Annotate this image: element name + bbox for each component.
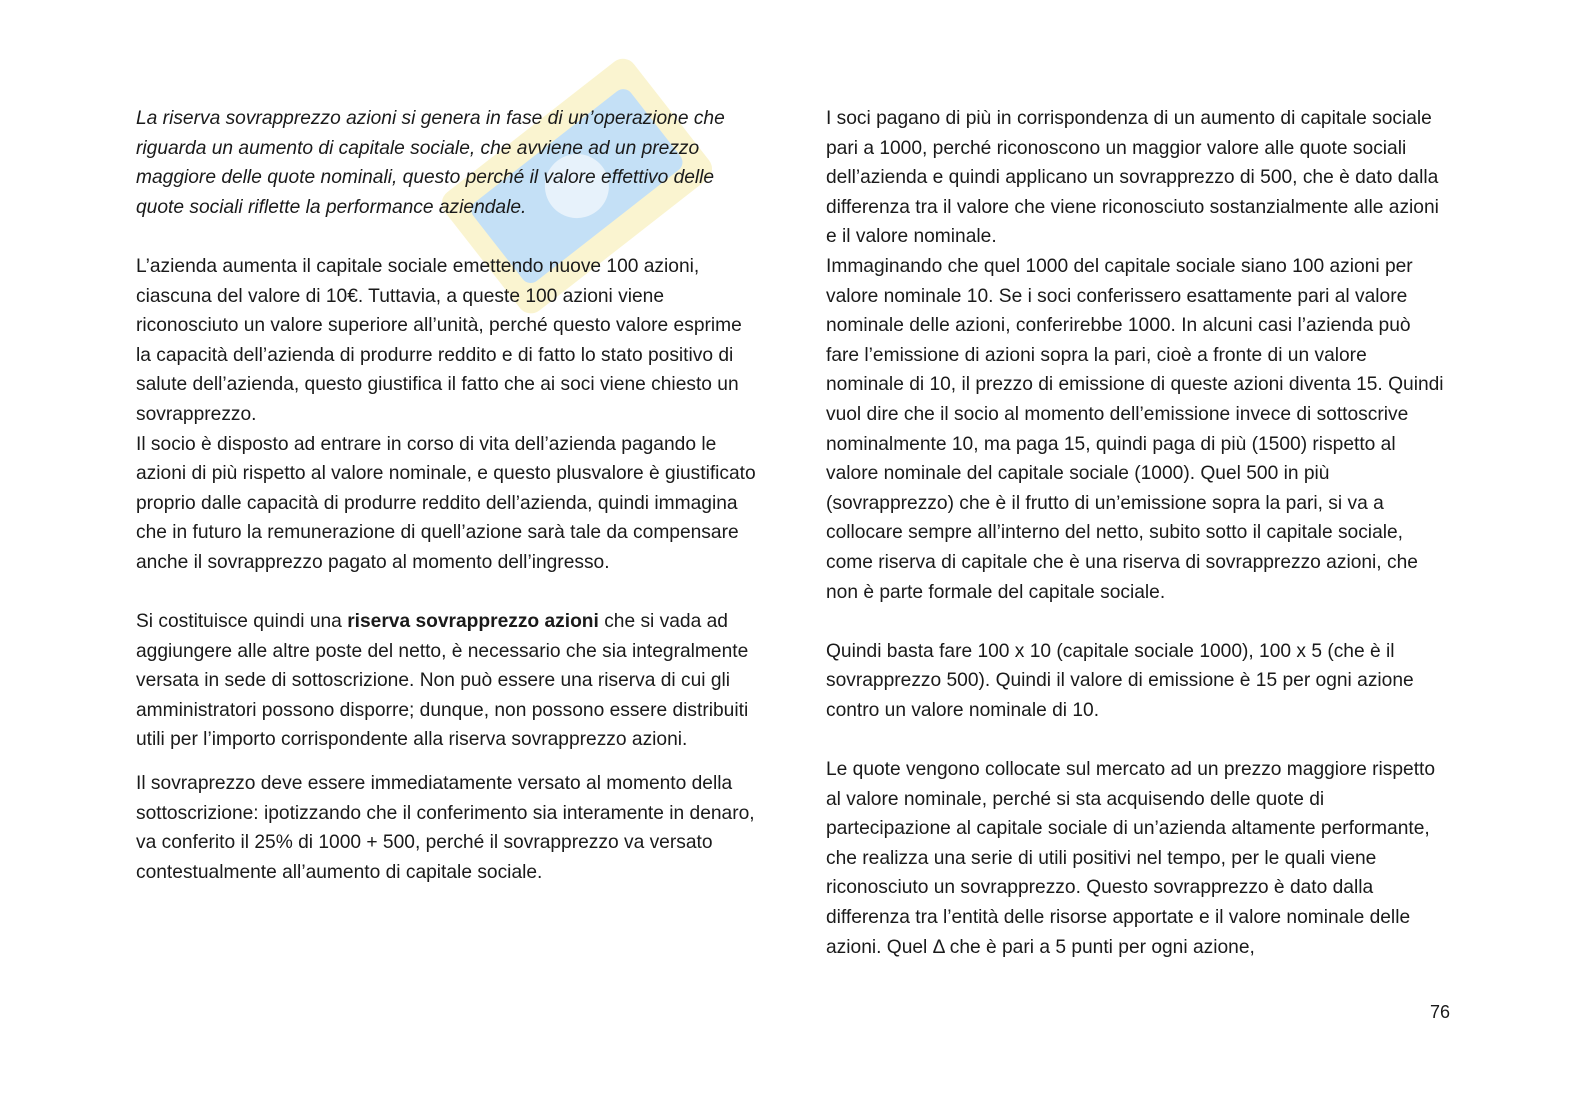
page-number: 76 [1429, 1002, 1450, 1022]
intro-period: . [521, 196, 527, 218]
paragraph-socio-disposto: Il socio è disposto ad entrare in corso di vita dell’azienda pagando le azioni di più rispetto al valore nominale, e questo plusvalore è giustificato proprio dalle capacità di produrre reddito dell’azienda, quindi immagina che in futuro la remunerazione di quell’azione sarà tale da compensare anche il sovrapprezzo pagato al momento dell’ingresso. [136, 433, 756, 573]
intro-italic-text: La riserva sovrapprezzo azioni si genera in fase di un’operazione che riguarda un aumento di capitale sociale, che avviene ad un prezzo maggiore delle quote nominali, questo perché il valore effettivo delle quote sociali riflette la performance aziendale [136, 108, 725, 218]
paragraph-calcolo: Quindi basta fare 100 x 10 (capitale sociale 1000), 100 x 5 (che è il sovrapprezzo 500). Quindi il valore di emissione è 15 per ogni azione contro un valore nominale di 10. [826, 640, 1414, 721]
paragraph-aumento-capitale: L’azienda aumenta il capitale sociale emettendo nuove 100 azioni, ciascuna del valore di 10€. Tuttavia, a queste 100 azioni viene riconosciuto un valore superiore all’unità, perché questo valore esprime la capacità dell’azienda di produrre reddito e di fatto lo stato positivo di salute dell’azienda, questo giustifica il fatto che ai soci viene chiesto un sovrapprezzo. [136, 255, 742, 425]
riserva-text-start: Si costituisce quindi una [136, 611, 348, 633]
paragraph-riserva [136, 607, 760, 755]
riserva-bold-term: riserva sovrapprezzo azioni [347, 611, 599, 633]
paragraph-soci-pagano: I soci pagano di più in corrispondenza di un aumento di capitale sociale pari a 1000, perché riconoscono un maggior valore alle quote sociali dell’azienda e quindi applicano un sovrapprezzo di 500, che è dato dalla differenza tra il valore che viene riconosciuto sostanzialmente alle azioni e il valore nominale. [826, 108, 1439, 248]
paragraph-quote-mercato: Le quote vengono collocate sul mercato ad un prezzo maggiore rispetto al valore nominale, perché si sta acquisendo delle quote di partecipazione al capitale sociale di un’azienda altamente performante, che realizza una serie di utili positivi nel tempo, per le quali viene riconosciuto un sovrapprezzo. Questo sovrapprezzo è dato dalla differenza tra l’entità delle risorse apportate e il valore nominale delle azioni. Quel Δ che è pari a 5 punti per ogni azione, [826, 759, 1436, 958]
paragraph-immaginando: Immaginando che quel 1000 del capitale sociale siano 100 azioni per valore nominale 10. Se i soci conferissero esattamente pari al valore nominale delle azioni, conferirebbe 1000. In alcuni casi l’azienda può fare l’emissione di azioni sopra la pari, cioè a fronte di un valore nominale di 10, il prezzo di emissione di queste azioni diventa 15. Quindi vuol dire che il socio al momento dell’emissione invece di sottoscrive nominalmente 10, ma paga 15, quindi paga di più (1500) rispetto al valore nominale del capitale sociale (1000). Quel 500 in più (sovrapprezzo) che è il frutto di un’emissione sopra la pari, si va a collocare sempre all’interno del netto, subito sotto il capitale sociale, come riserva di capitale che è una riserva di sovrapprezzo azioni, che non è parte formale del capitale sociale. [826, 255, 1444, 603]
left-column [136, 104, 760, 887]
intro-paragraph [136, 104, 760, 222]
paragraph-sovraprezzo-versato: Il sovraprezzo deve essere immediatamente versato al momento della sottoscrizione: ipotizzando che il conferimento sia interamente in denaro, va conferito il 25% di 1000 + 500, perché il sovrapprezzo va versato contestualmente all’aumento di capitale sociale. [136, 773, 755, 883]
right-column [826, 104, 1448, 962]
riserva-text-end: che si vada ad aggiungere alle altre poste del netto, è necessario che sia integralmente versata in sede di sottoscrizione. Non può essere una riserva di cui gli amministratori possono disporre; dunque, non possono essere distribuiti utili per l’importo corrispondente alla riserva sovrapprezzo azioni. [136, 611, 749, 751]
